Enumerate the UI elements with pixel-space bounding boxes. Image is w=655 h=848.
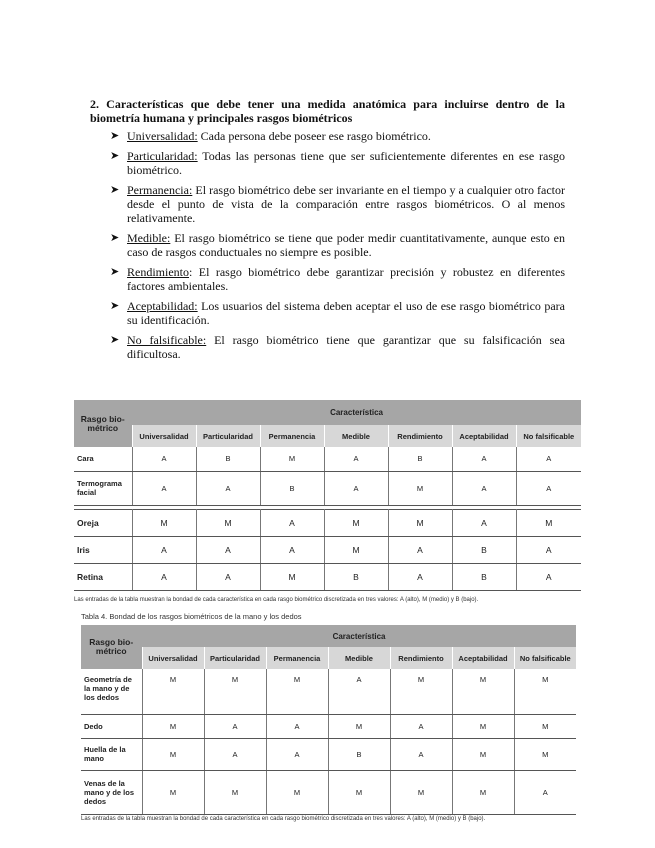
table-cell: A <box>390 714 452 738</box>
table-cell: M <box>142 738 204 770</box>
table-cell: B <box>328 738 390 770</box>
table-cell: A <box>266 738 328 770</box>
list-item <box>110 333 565 361</box>
table-cell: A <box>132 537 196 564</box>
row-label: Oreja <box>74 510 132 537</box>
row-label: Iris <box>74 537 132 564</box>
table-cell: B <box>324 564 388 591</box>
section-text <box>90 97 565 367</box>
table-caption: Las entradas de la tabla muestran la bondad de cada característica en cada rasgo biométrico discretizada en tres valores: A (alto), M (medio) y B (bajo). <box>74 597 479 603</box>
table-cell: M <box>514 669 576 714</box>
header-rasgo: Rasgo bio- métrico <box>74 400 132 447</box>
table-cell: M <box>388 510 452 537</box>
table-cell: M <box>324 510 388 537</box>
table-cell: B <box>196 447 260 471</box>
list-item <box>110 129 565 143</box>
table-cell: M <box>204 669 266 714</box>
term-no-falsificable: No falsificable: <box>127 333 207 347</box>
col-aceptabilidad: Aceptabilidad <box>452 425 516 447</box>
list-item <box>110 299 565 327</box>
arrow-bullet-icon: ➤ <box>110 150 120 162</box>
term-universalidad: Universalidad: <box>127 129 198 143</box>
table-cell: M <box>266 770 328 814</box>
arrow-bullet-icon: ➤ <box>110 300 120 312</box>
table-cell: M <box>452 714 514 738</box>
table-cell: M <box>260 447 324 471</box>
table-cell: A <box>516 537 581 564</box>
section-heading: 2. Características que debe tener una medida anatómica para incluirse dentro de la biometría humana y principales rasgos biométricos <box>90 97 565 125</box>
table-cell: M <box>452 669 514 714</box>
col-universalidad: Universalidad <box>142 647 204 669</box>
col-particularidad: Particularidad <box>204 647 266 669</box>
table-cell: A <box>324 447 388 471</box>
table-cell: A <box>260 537 324 564</box>
table-cell: B <box>388 447 452 471</box>
table-cell: B <box>260 471 324 505</box>
arrow-bullet-icon: ➤ <box>110 232 120 244</box>
table-cell: A <box>452 447 516 471</box>
header-caracteristica: Característica <box>132 400 581 425</box>
table-cell: M <box>390 669 452 714</box>
table-cell: M <box>514 738 576 770</box>
row-label: Retina <box>74 564 132 591</box>
table-cell: A <box>196 564 260 591</box>
table-row <box>74 537 581 564</box>
desc-permanencia: El rasgo biométrico debe ser invariante en el tiempo y a cualquier otro factor desde el punto de vista de la comparación entre rasgos biométricos. O al menos relativamente. <box>127 183 565 225</box>
arrow-bullet-icon: ➤ <box>110 334 120 346</box>
arrow-bullet-icon: ➤ <box>110 184 120 196</box>
header-rasgo: Rasgo bio- métrico <box>81 625 142 669</box>
table-cell: A <box>196 537 260 564</box>
table-cell: A <box>452 510 516 537</box>
list-item <box>110 231 565 259</box>
desc-aceptabilidad: Los usuarios del sistema deben aceptar el uso de ese rasgo biométrico para su identificación. <box>127 299 565 327</box>
col-rendimiento: Rendimiento <box>390 647 452 669</box>
table-row <box>81 738 576 770</box>
term-aceptabilidad: Aceptabilidad: <box>127 299 198 313</box>
biometric-table-hand <box>81 625 576 815</box>
col-medible: Medible <box>324 425 388 447</box>
table-cell: A <box>328 669 390 714</box>
table-cell: A <box>266 714 328 738</box>
characteristics-list <box>90 129 565 361</box>
table-cell: A <box>516 447 581 471</box>
table-caption: Las entradas de la tabla muestran la bondad de cada característica en cada rasgo biométrico discretizada en tres valores: A (alto), M (medio) y B (bajo). <box>81 816 486 822</box>
col-universalidad: Universalidad <box>132 425 196 447</box>
table-cell: M <box>516 510 581 537</box>
table-cell: A <box>388 537 452 564</box>
table-row <box>81 669 576 714</box>
table-cell: A <box>388 564 452 591</box>
table-row <box>74 510 581 537</box>
row-label: Venas de la mano y de los dedos <box>81 770 142 814</box>
table-row <box>74 564 581 591</box>
table-cell: A <box>132 447 196 471</box>
row-label: Termograma facial <box>74 471 132 505</box>
desc-universalidad: Cada persona debe poseer ese rasgo biométrico. <box>197 129 431 143</box>
term-permanencia: Permanencia: <box>127 183 193 197</box>
table-cell: A <box>196 471 260 505</box>
col-particularidad: Particularidad <box>196 425 260 447</box>
col-aceptabilidad: Aceptabilidad <box>452 647 514 669</box>
table-cell: M <box>328 714 390 738</box>
table-cell: A <box>132 471 196 505</box>
desc-medible: El rasgo biométrico se tiene que poder medir cuantitativamente, aunque esto en caso de rasgos conductuales no siempre es posible. <box>127 231 565 259</box>
table-cell: M <box>204 770 266 814</box>
desc-rendimiento: : El rasgo biométrico debe garantizar precisión y robustez en diferentes factores ambientales. <box>127 265 565 293</box>
table-cell: A <box>204 714 266 738</box>
header-caracteristica: Característica <box>142 625 576 647</box>
table-cell: M <box>266 669 328 714</box>
table-cell: M <box>388 471 452 505</box>
table-row <box>74 447 581 471</box>
col-permanencia: Permanencia <box>260 425 324 447</box>
arrow-bullet-icon: ➤ <box>110 266 120 278</box>
table-cell: B <box>452 564 516 591</box>
col-no-falsificable: No falsificable <box>514 647 576 669</box>
table-cell: A <box>516 564 581 591</box>
col-permanencia: Permanencia <box>266 647 328 669</box>
table-cell: A <box>132 564 196 591</box>
table-cell: M <box>452 770 514 814</box>
table-cell: M <box>452 738 514 770</box>
list-item <box>110 183 565 225</box>
arrow-bullet-icon: ➤ <box>110 130 120 142</box>
table-cell: M <box>328 770 390 814</box>
table-cell: A <box>390 738 452 770</box>
table-cell: M <box>142 770 204 814</box>
table-cell: M <box>390 770 452 814</box>
term-medible: Medible: <box>127 231 171 245</box>
table-cell: M <box>324 537 388 564</box>
row-label: Huella de la mano <box>81 738 142 770</box>
table-row <box>81 770 576 814</box>
col-rendimiento: Rendimiento <box>388 425 452 447</box>
term-particularidad: Particularidad: <box>127 149 198 163</box>
table-cell: A <box>204 738 266 770</box>
table-row <box>74 471 581 505</box>
biometric-table-eye-ear <box>74 509 581 591</box>
desc-particularidad: Todas las personas tiene que ser suficientemente diferentes en ese rasgo biométrico. <box>127 149 565 177</box>
row-label: Geometría de la mano y de los dedos <box>81 669 142 714</box>
list-item <box>110 265 565 293</box>
table-title: Tabla 4. Bondad de los rasgos biométricos de la mano y los dedos <box>81 612 302 621</box>
row-label: Dedo <box>81 714 142 738</box>
table-cell: B <box>452 537 516 564</box>
table-cell: M <box>142 669 204 714</box>
list-item <box>110 149 565 177</box>
row-label: Cara <box>74 447 132 471</box>
table-cell: A <box>260 510 324 537</box>
table-cell: M <box>142 714 204 738</box>
table-cell: A <box>514 770 576 814</box>
table-cell: A <box>324 471 388 505</box>
table-cell: M <box>260 564 324 591</box>
table-cell: A <box>452 471 516 505</box>
desc-no-falsificable: El rasgo biométrico tiene que garantizar que su falsificación sea dificultosa. <box>127 333 565 361</box>
table-row <box>81 714 576 738</box>
col-no-falsificable: No falsificable <box>516 425 581 447</box>
table-cell: M <box>514 714 576 738</box>
col-medible: Medible <box>328 647 390 669</box>
table-cell: A <box>516 471 581 505</box>
term-rendimiento: Rendimiento <box>127 265 189 279</box>
biometric-table-face <box>74 400 581 506</box>
table-cell: M <box>196 510 260 537</box>
table-cell: M <box>132 510 196 537</box>
